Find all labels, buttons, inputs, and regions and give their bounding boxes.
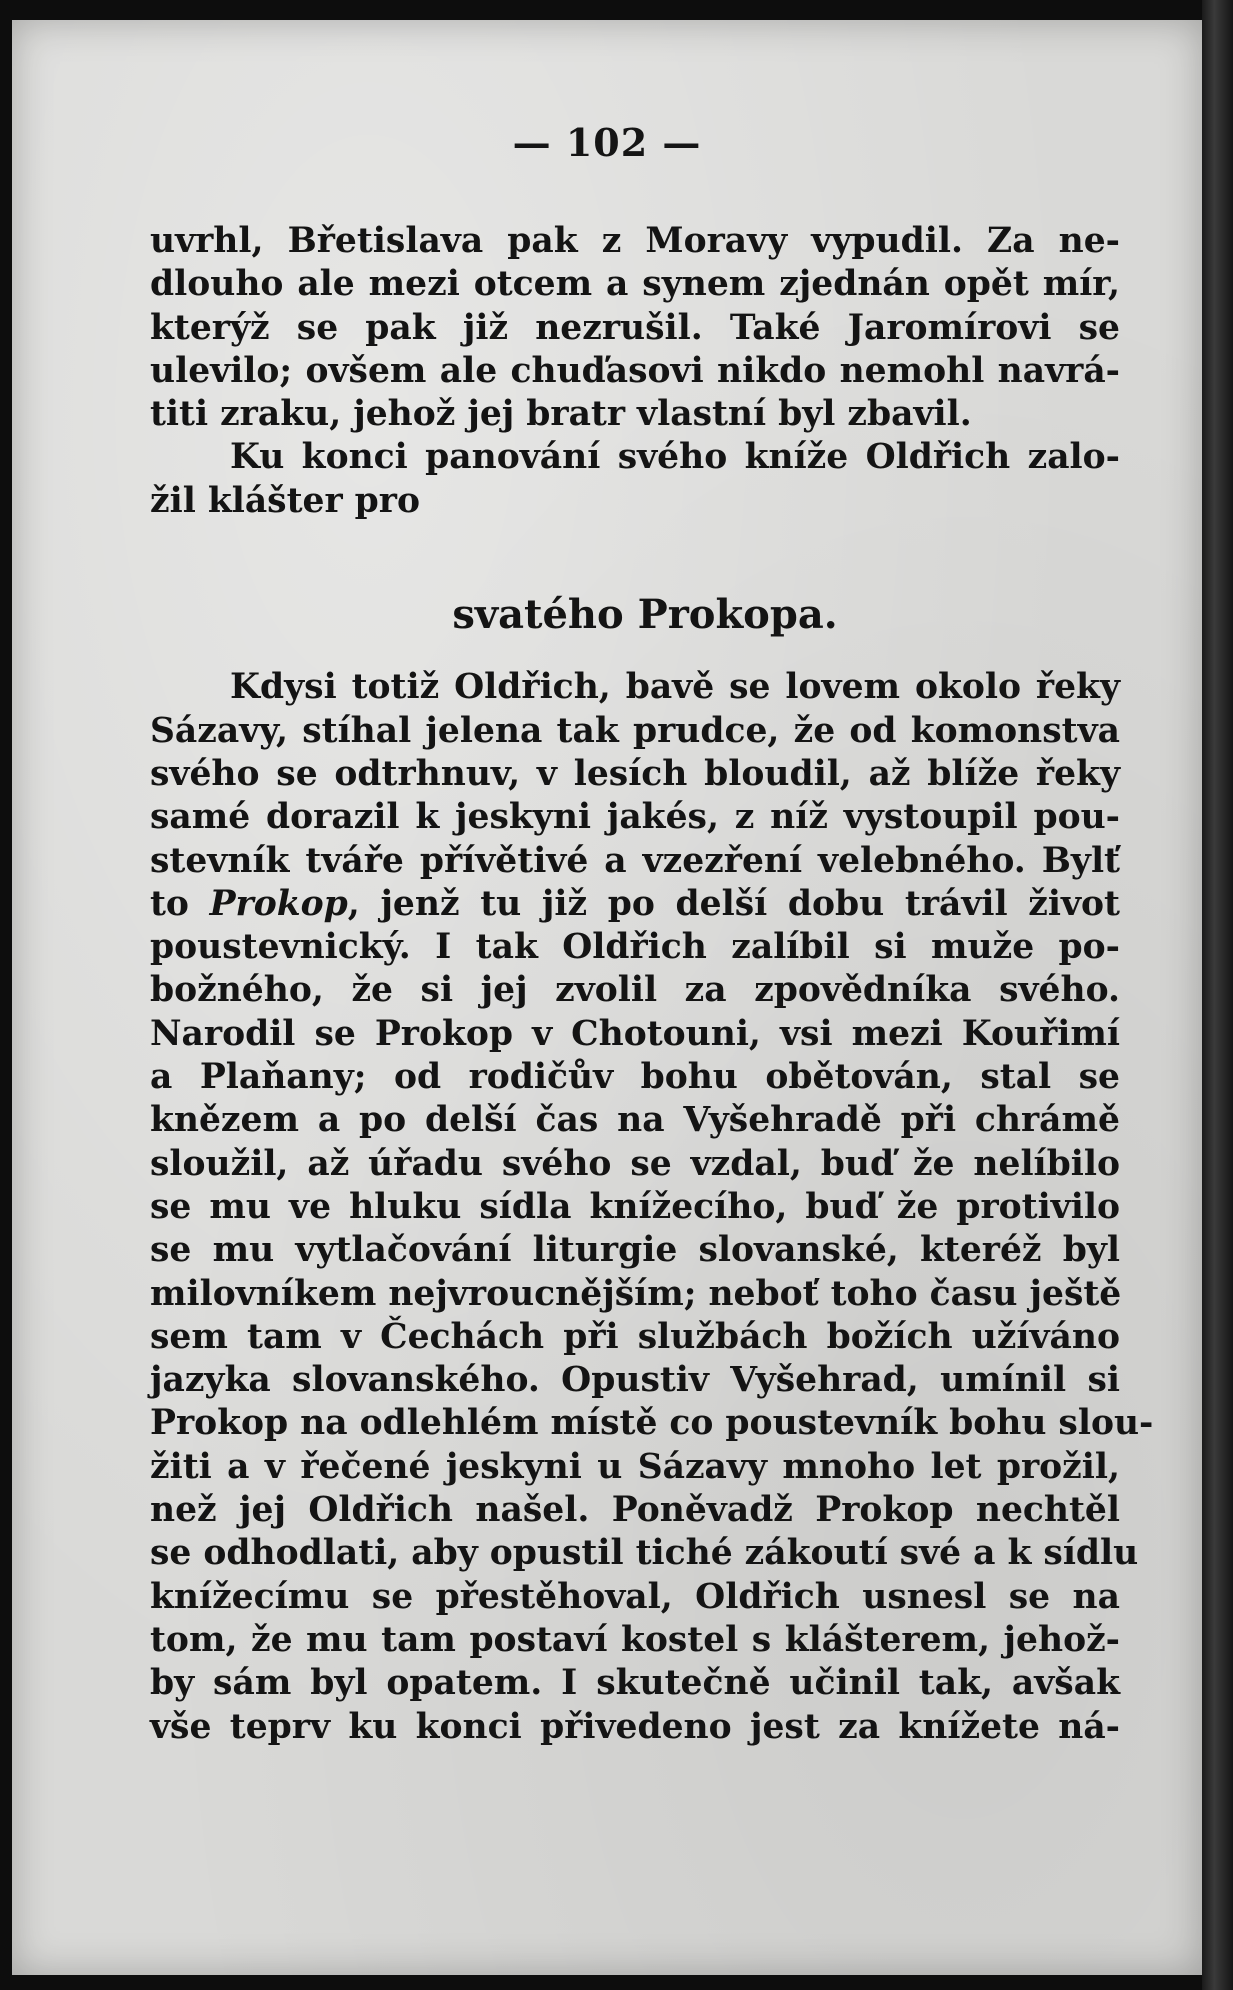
text-line: stevník tváře přívětivé a vzezření velebného. Bylť bbox=[150, 840, 1120, 881]
section-heading: svatého Prokopa. bbox=[452, 591, 838, 639]
text-line: dlouho ale mezi otcem a synem zjednán opět mír, bbox=[150, 264, 1120, 305]
text-line: Narodil se Prokop v Chotouni, vsi mezi Kouřimí bbox=[150, 1013, 1120, 1054]
text-line: a Plaňany; od rodičův bohu obětován, stal se bbox=[150, 1057, 1120, 1098]
text-line: se mu ve hluku sídla knížecího, buď že protivilo bbox=[150, 1186, 1120, 1227]
text-line-with-emphasis bbox=[150, 883, 1120, 926]
text-line: než jej Oldřich našel. Poněvadž Prokop nechtěl bbox=[150, 1490, 1120, 1531]
text-line: se mu vytlačování liturgie slovanské, kteréž byl bbox=[150, 1230, 1120, 1271]
text-line: svého se odtrhnuv, v lesích bloudil, až blíže řeky bbox=[150, 753, 1120, 794]
text-line: knížecímu se přestěhoval, Oldřich usnesl se na bbox=[150, 1576, 1120, 1617]
text-fragment: to bbox=[150, 883, 210, 924]
text-line: by sám byl opatem. I skutečně učinil tak, avšak bbox=[150, 1663, 1120, 1704]
text-line: Kdysi totiž Oldřich, bavě se lovem okolo řeky bbox=[230, 667, 1120, 708]
text-line: Sázavy, stíhal jelena tak prudce, že od komonstva bbox=[150, 710, 1120, 751]
text-line: poustevnický. I tak Oldřich zalíbil si muže po- bbox=[150, 927, 1120, 968]
text-line: ulevilo; ovšem ale chuďasovi nikdo nemohl navrá- bbox=[150, 350, 1120, 391]
page-number: — 102 — bbox=[512, 120, 702, 165]
text-line: kterýž se pak již nezrušil. Také Jaromírovi se bbox=[150, 307, 1120, 348]
text-line: se odhodlati, aby opustil tiché zákoutí své a k sídlu bbox=[150, 1533, 1139, 1574]
book-edge-shadow bbox=[1202, 0, 1233, 1990]
text-fragment: , jenž tu již po delší dobu trávil život bbox=[347, 883, 1120, 924]
text-line: žil klášter pro bbox=[150, 480, 420, 521]
text-line: samé dorazil k jeskyni jakés, z níž vystoupil pou- bbox=[150, 797, 1120, 838]
text-line: milovníkem nejvroucnějším; neboť toho času ještě bbox=[150, 1273, 1122, 1314]
text-line: uvrhl, Břetislava pak z Moravy vypudil. Za ne- bbox=[150, 221, 1120, 261]
text-line: sloužil, až úřadu svého se vzdal, buď že nelíbilo bbox=[150, 1143, 1120, 1184]
text-line: jazyka slovanského. Opustiv Vyšehrad, umínil si bbox=[150, 1360, 1120, 1401]
text-line: tom, že mu tam postaví kostel s klášterem, jehož- bbox=[150, 1619, 1120, 1660]
text-line: sem tam v Čechách při službách božích užíváno bbox=[150, 1316, 1120, 1357]
emphasized-name: Prokop bbox=[209, 883, 348, 924]
book-page bbox=[12, 20, 1202, 1975]
text-line: knězem a po delší čas na Vyšehradě při chrámě bbox=[150, 1100, 1120, 1141]
text-line: vše teprv ku konci přivedeno jest za knížete ná- bbox=[150, 1706, 1120, 1747]
page-text bbox=[150, 220, 1154, 1749]
text-line: božného, že si jej zvolil za zpovědníka svého. bbox=[150, 970, 1120, 1011]
text-line: Ku konci panování svého kníže Oldřich zalo- bbox=[230, 437, 1120, 478]
text-line: Prokop na odlehlém místě co poustevník bohu slou- bbox=[150, 1403, 1154, 1444]
text-line: žiti a v řečené jeskyni u Sázavy mnoho let prožil, bbox=[150, 1446, 1120, 1487]
text-line: titi zraku, jehož jej bratr vlastní byl zbavil. bbox=[150, 394, 972, 435]
